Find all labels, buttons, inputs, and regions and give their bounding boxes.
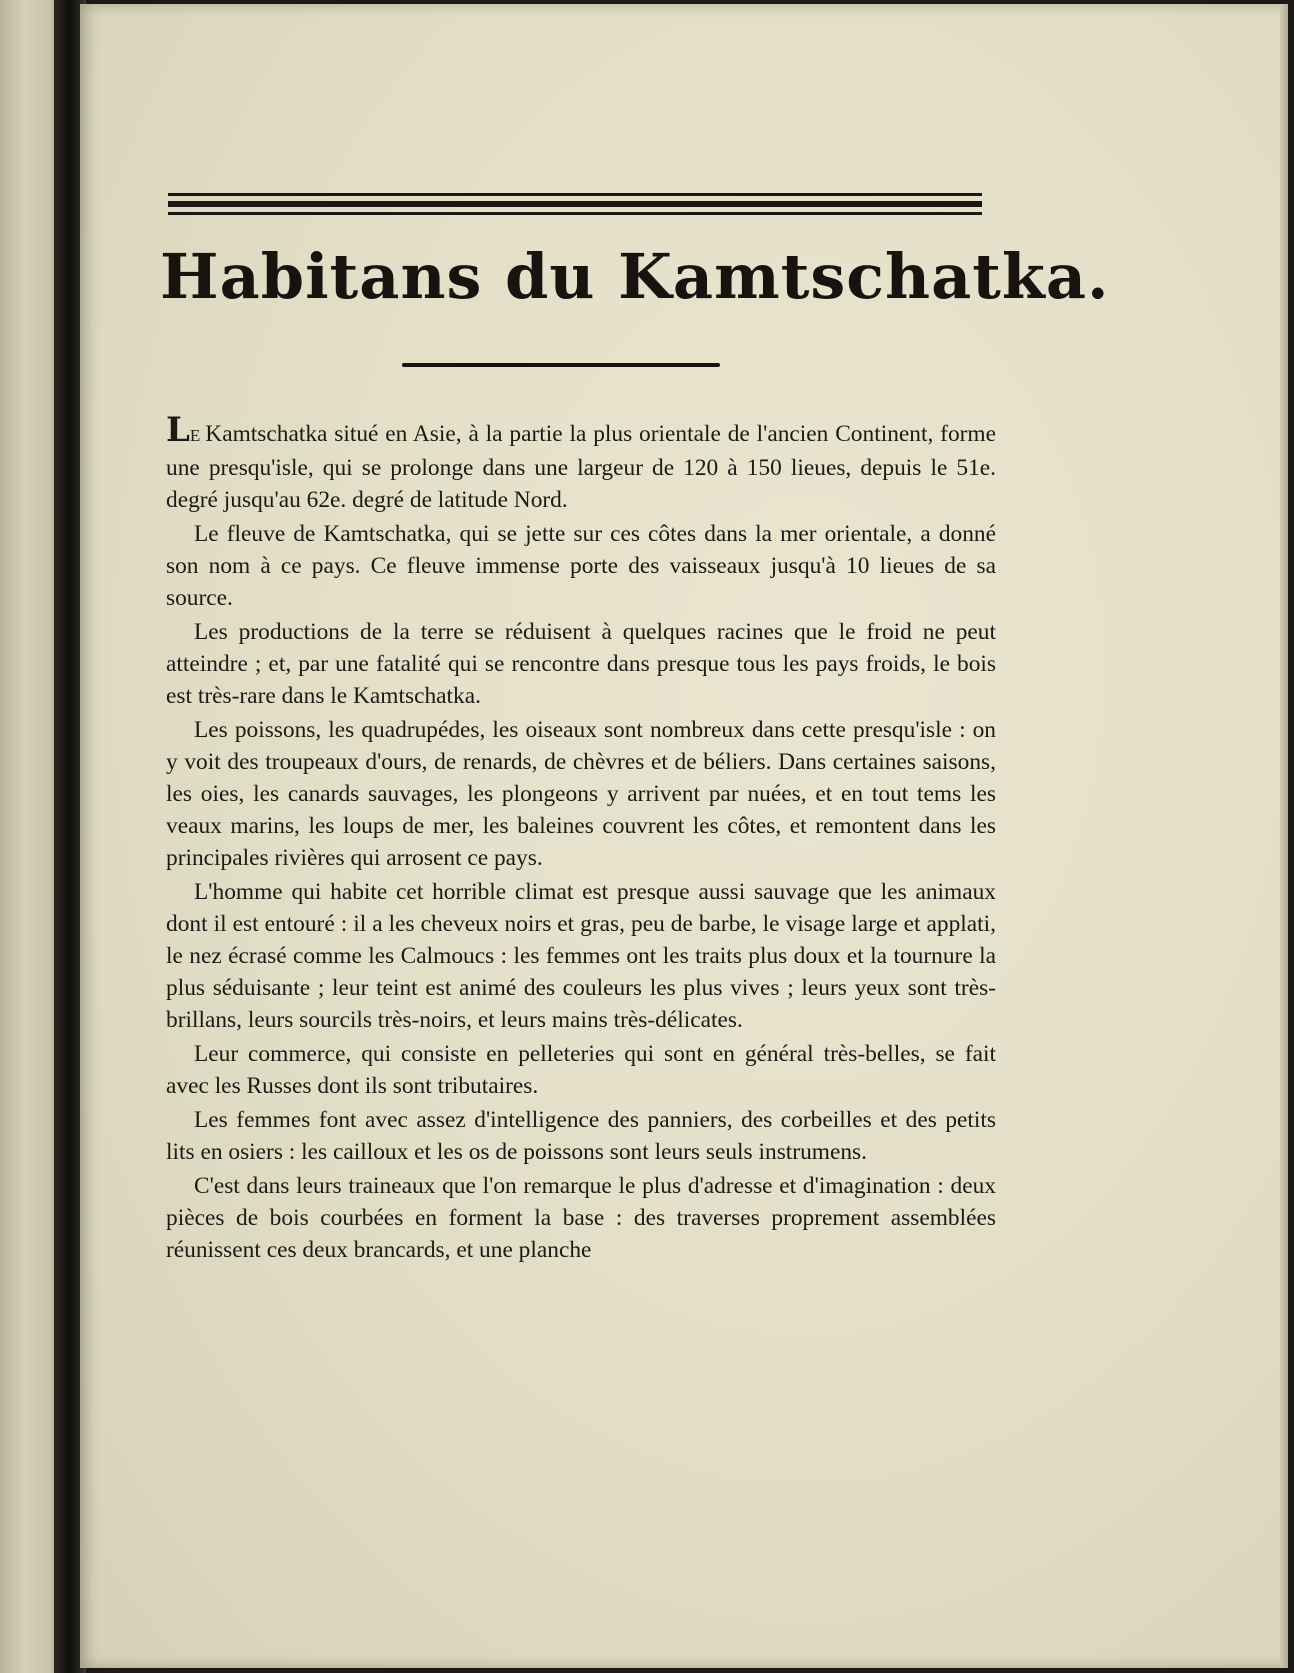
small-cap: E: [189, 426, 202, 445]
paragraph-5: L'homme qui habite cet horrible climat est presque aussi sauvage que les animaux dont il est entouré : il a les cheveux noirs et gras, peu de barbe, le visage large et applati, le nez écrasé comme les Calmoucs : les femmes ont les traits plus doux et la tournure la plus séduisante ; leur teint est animé des couleurs les plus vives ; leurs yeux sont très-brillans, leurs sourcils très-noirs, et leurs mains très-délicates.: [166, 879, 996, 1033]
header-ornamental-rule: [168, 193, 982, 215]
paragraph-3: Les productions de la terre se réduisent à quelques racines que le froid ne peut atteindre ; et, par une fatalité qui se rencontre dans presque tous les pays froids, le bois est très-rare dans le Kamtschatka.: [166, 619, 996, 709]
paragraph-8: C'est dans leurs traineaux que l'on remarque le plus d'adresse et d'imagination : deux pièces de bois courbées en forment la base : des traverses proprement assemblées réunissent ces deux brancards, et une planche: [166, 1173, 996, 1263]
paragraph-2: Le fleuve de Kamtschatka, qui se jette sur ces côtes dans la mer orientale, a donné son nom à ce pays. Ce fleuve immense porte des vaisseaux jusqu'à 10 lieues de sa source.: [166, 521, 996, 611]
paragraph-1-text: Kamtschatka situé en Asie, à la partie la plus orientale de l'ancien Continent, forme une presqu'isle, qui se prolonge dans une largeur de 120 à 150 lieues, depuis le 51e. degré jusqu'au 62e. degré de latitude Nord.: [166, 421, 996, 513]
body-text: [166, 410, 996, 1268]
title-underline-rule: [402, 363, 720, 367]
left-page-edge: [0, 0, 62, 1673]
drop-cap: L: [166, 410, 190, 450]
page-right-edge: [1280, 4, 1288, 1668]
paragraph-7: Les femmes font avec assez d'intelligence des panniers, des corbeilles et des petits lits en osiers : les cailloux et les os de poissons sont leurs seuls instrumens.: [166, 1107, 996, 1165]
page-title: Habitans du Kamtschatka.: [160, 240, 1110, 313]
paragraph-6: Leur commerce, qui consiste en pelleteries qui sont en général très-belles, se fait avec les Russes dont ils sont tributaires.: [166, 1041, 996, 1099]
paragraph-4: Les poissons, les quadrupédes, les oiseaux sont nombreux dans cette presqu'isle : on y voit des troupeaux d'ours, de renards, de chèvres et de béliers. Dans certaines saisons, les oies, les canards sauvages, les plongeons y arrivent par nuées, et en tout tems les veaux marins, les loups de mer, les baleines couvrent les côtes, et remontent dans les principales rivières qui arrosent ce pays.: [166, 717, 996, 871]
paragraph-1: [166, 410, 996, 516]
